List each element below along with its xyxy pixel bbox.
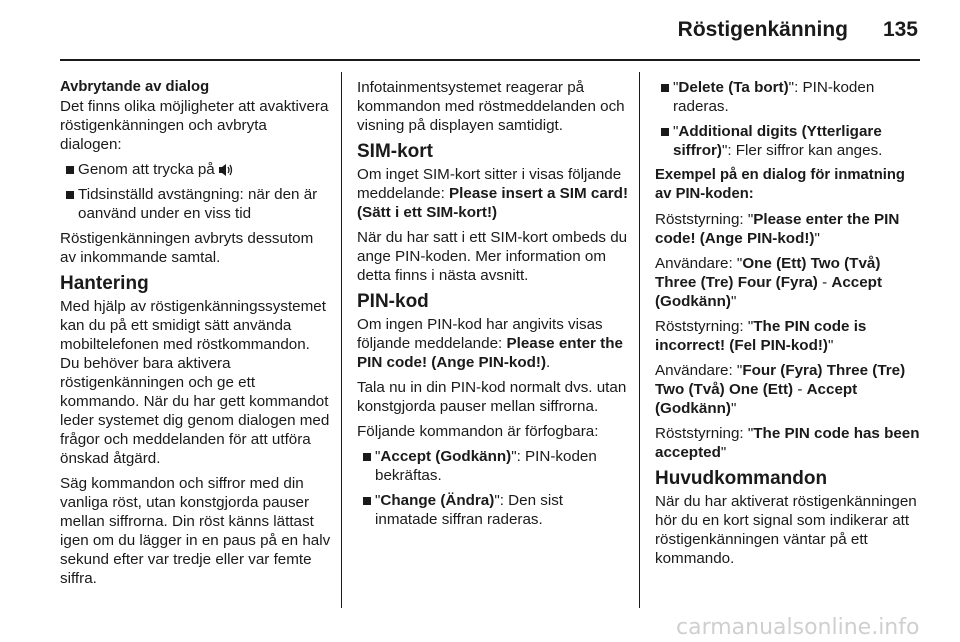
command-delete: "Delete (Ta bort)": PIN-koden raderas. xyxy=(655,78,923,116)
page-number: 135 xyxy=(882,18,918,41)
command-accept: "Accept (Godkänn)": PIN-koden bekräftas. xyxy=(357,447,629,485)
bullet-square-icon xyxy=(661,84,669,92)
bullet-square-icon xyxy=(363,497,371,505)
command-additional-digits: "Additional digits (Ytterligare siffror)": Fler siffror kan anges. xyxy=(655,122,923,160)
column-3 xyxy=(655,78,923,574)
paragraph-abort: Det finns olika möjligheter att avaktivera röstigenkänningen och avbryta dialogen: xyxy=(60,98,329,153)
dialog-line-2: Användare: "One (Ett) Two (Två) Three (Tre) Four (Fyra) - Accept (Godkänn)" xyxy=(655,255,883,310)
dialog-line-3: Röststyrning: "The PIN code is incorrect! (Fel PIN-kod!)" xyxy=(655,318,867,354)
paragraph-sim-1: Om inget SIM-kort sitter i visas följande meddelande: Please insert a SIM card! (Sätt i ett SIM-kort!) xyxy=(357,166,629,221)
message-insert-sim: Please insert a SIM card! (Sätt i ett SIM-kort!) xyxy=(357,185,629,221)
bullet-square-icon xyxy=(66,191,74,199)
watermark: carmanualsonline.info xyxy=(676,615,920,640)
column-2 xyxy=(357,78,629,535)
column-divider-2 xyxy=(639,72,640,608)
column-divider-1 xyxy=(341,72,342,608)
bullet-item-timeout xyxy=(60,185,332,223)
paragraph-main-commands: När du har aktiverat röstigenkänningen hör du en kort signal som indikerar att röstigenkänningen väntar på ett kommando. xyxy=(655,493,917,567)
heading-handling: Hantering xyxy=(60,273,149,294)
heading-sim: SIM-kort xyxy=(357,141,433,162)
heading-pin: PIN-kod xyxy=(357,291,429,312)
paragraph-sim-2: När du har satt i ett SIM-kort ombeds du ange PIN-koden. Mer information om detta finns i nästa avsnitt. xyxy=(357,229,628,284)
dialog-line-4: Användare: "Four (Fyra) Three (Tre) Two (Två) One (Ett) - Accept (Godkänn)" xyxy=(655,362,906,417)
paragraph-intro: Infotainmentsystemet reagerar på kommandon med röstmeddelanden och visning på displayen samtidigt. xyxy=(357,79,625,134)
paragraph-pin-3: Följande kommandon är förfogbara: xyxy=(357,423,599,440)
page-header xyxy=(0,0,960,62)
bullet-square-icon xyxy=(66,166,74,174)
heading-main-commands: Huvudkommandon xyxy=(655,468,828,489)
bullet-text: Genom att trycka på xyxy=(78,161,215,178)
command-change: "Change (Ändra)": Den sist inmatade siffran raderas. xyxy=(357,491,629,529)
dialog-line-5: Röststyrning: "The PIN code has been accepted" xyxy=(655,425,920,461)
bullet-text: Tidsinställd avstängning: när den är oanvänd under en viss tid xyxy=(78,186,318,222)
heading-example-dialog: Exempel på en dialog för inmatning av PIN-koden: xyxy=(655,167,905,202)
heading-abort-dialog: Avbrytande av dialog xyxy=(60,79,210,95)
paragraph-handling-1: Med hjälp av röstigenkänningssystemet kan du på ett smidigt sätt använda mobiltelefonen med röstkommandon. Du behöver bara aktivera röstigenkänningen och ge ett kommando. När du har gett kommandot leder systemet dig genom dialogen med frågor och meddelanden för att utföra önskad åtgärd. xyxy=(60,298,330,467)
paragraph-incoming: Röstigenkänningen avbryts dessutom av inkommande samtal. xyxy=(60,230,314,266)
paragraph-handling-2: Säg kommandon och siffror med din vanliga röst, utan konstgjorda pauser mellan siffrorna. Din röst känns lättast igen om du lägger in en paus på en halv sekund efter var tredje eller var femte siffra. xyxy=(60,475,331,587)
paragraph-pin-2: Tala nu in din PIN-kod normalt dvs. utan konstgjorda pauser mellan siffrorna. xyxy=(357,379,627,415)
bullet-square-icon xyxy=(661,128,669,136)
bullet-square-icon xyxy=(363,453,371,461)
message-enter-pin: Please enter the PIN code! (Ange PIN-kod!) xyxy=(357,335,623,371)
header-rule xyxy=(60,59,920,61)
bullet-item-press xyxy=(60,160,332,179)
voice-button-icon xyxy=(219,164,233,176)
column-1 xyxy=(60,78,332,594)
dialog-line-1: Röststyrning: "Please enter the PIN code! (Ange PIN-kod!)" xyxy=(655,211,900,247)
paragraph-pin-1: Om ingen PIN-kod har angivits visas följande meddelande: Please enter the PIN code! (Ange PIN-kod!). xyxy=(357,316,623,371)
page-title: Röstigenkänning xyxy=(677,18,848,41)
